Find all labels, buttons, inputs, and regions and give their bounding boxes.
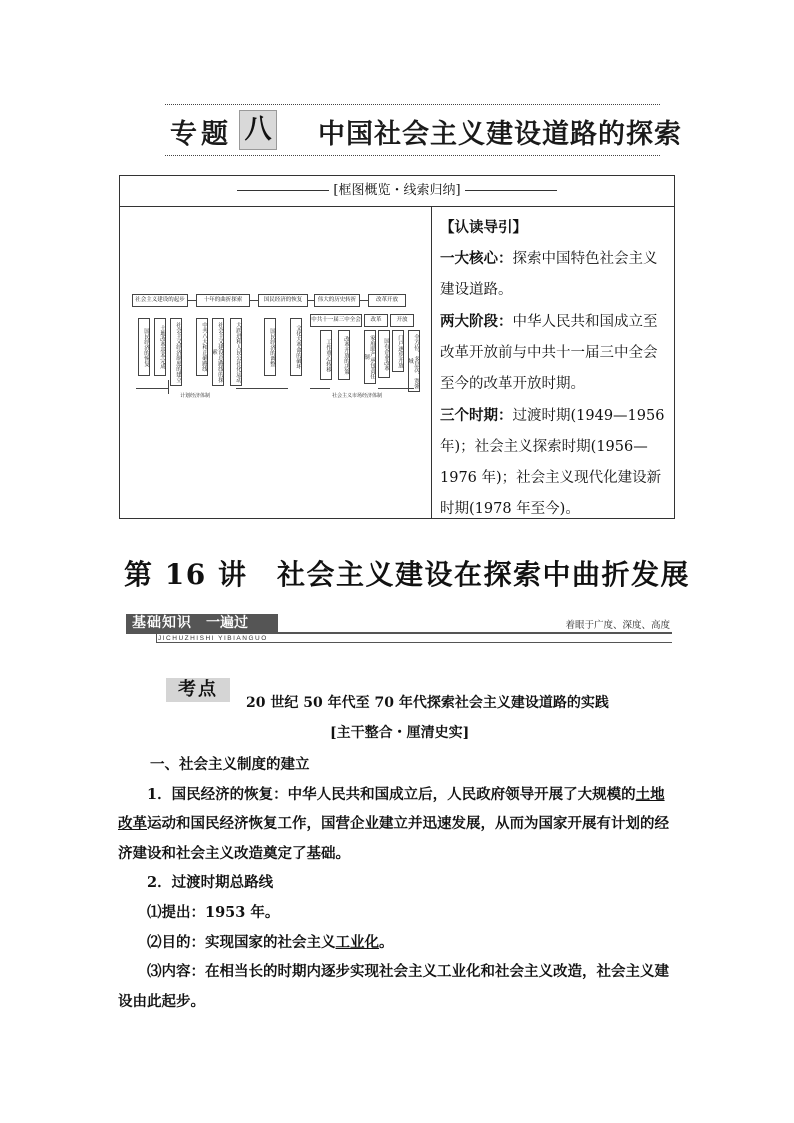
- topic-rule-bottom: [165, 155, 660, 156]
- flow-box-recovery: 国民经济的恢复: [258, 294, 308, 307]
- flow-item: 国有企业改革: [378, 330, 390, 378]
- flow-box-plenum: 中共十一届三中全会: [310, 314, 362, 327]
- banner-label: 基础知识: [132, 615, 192, 631]
- flow-item: 国民经济的恢复: [138, 318, 150, 376]
- flow-item: 改革开放的决策: [338, 330, 350, 380]
- guide-periods-text: 过渡时期(1949—1956 年)；社会主义探索时期(1956—1976 年)；社会主义现代化建设新时期(1978 年至今)。: [440, 408, 665, 517]
- flow-connector: [188, 300, 196, 301]
- guide-stages-label: 两大阶段：: [440, 313, 513, 330]
- topic-rule-top: [165, 104, 660, 105]
- flow-box-twists: 十年的曲折探索: [196, 294, 250, 307]
- paragraph-content: ⑶内容：在相当长的时期内逐步实现社会主义工业化和社会主义改造，社会主义建设由此起步。: [118, 963, 669, 1010]
- paragraph-purpose: [118, 928, 678, 958]
- topic-number: 八: [239, 110, 277, 150]
- guide-heading: 【认读导引】: [440, 219, 527, 236]
- guide-stages: [440, 306, 670, 400]
- flow-item: 全方位、多层次、宽领域: [408, 330, 420, 392]
- flow-item: 社会主义建设总路线的探索: [212, 318, 224, 386]
- banner-pinyin: JICHUZHISHI YIBIANGUO: [158, 635, 268, 642]
- body-text: [118, 750, 678, 1016]
- paragraph-general-line: 2．过渡时期总路线: [147, 874, 274, 892]
- framework-diagram: [132, 294, 422, 414]
- guide-core-text: 探索中国特色社会主义建设道路。: [440, 251, 658, 298]
- flow-box-reform-sub: 改革: [364, 314, 388, 327]
- planned-arrow-right: [236, 388, 288, 389]
- banner-motto: 着眼于广度、深度、高度: [565, 620, 670, 631]
- flow-tick: [168, 380, 169, 394]
- frame-header-text: [框图概览・线索归纳]: [333, 183, 461, 198]
- frame-divider: [431, 207, 432, 519]
- banner-hook: [156, 632, 157, 642]
- kaodian-subtitle: [主干整合・厘清史实]: [330, 725, 470, 741]
- flow-item: 工作重心转移: [320, 330, 332, 380]
- banner-rule-2: [156, 642, 672, 643]
- text-span: ⑵目的：实现国家的社会主义: [147, 933, 336, 951]
- underlined-term: 工业化: [335, 933, 379, 951]
- paragraph-proposed: ⑴提出：1953 年。: [147, 903, 280, 921]
- guide-periods: [440, 400, 670, 525]
- flow-item: 门户逐步开放: [392, 330, 404, 372]
- underlined-term: 土地改革: [118, 785, 665, 833]
- text-span: 运动和国民经济恢复工作，国营企业建立并迅速发展，从而为国家开展有计划的经济建设和社会主义改造奠定了基础。: [118, 815, 669, 862]
- planned-arrow-left: [136, 388, 168, 389]
- text-span: 。: [379, 933, 394, 951]
- overview-frame: [119, 175, 675, 519]
- paragraph-economy-recovery: [118, 780, 678, 869]
- frame-header: [120, 176, 674, 207]
- banner-label-2: 一遍过: [206, 615, 248, 631]
- guide-stages-text: 中华人民共和国成立至改革开放前与中共十一届三中全会至今的改革开放时期。: [440, 314, 658, 392]
- flow-box-start: 社会主义建设的起步: [132, 294, 188, 307]
- flow-item: 家庭联产承包责任制: [364, 330, 376, 384]
- section-heading: 一、社会主义制度的建立: [150, 756, 310, 773]
- market-arrow-left: [310, 388, 330, 389]
- flow-item: 大跃进和人民公社化运动: [230, 318, 242, 386]
- flow-box-reform: 改革开放: [368, 294, 406, 307]
- kaodian-title: 20 世纪 50 年代至 70 年代探索社会主义建设道路的实践: [246, 695, 609, 711]
- guide-core-label: 一大核心：: [440, 250, 513, 267]
- section-banner: [126, 614, 672, 644]
- header-dash-left: [237, 190, 329, 191]
- header-dash-right: [465, 190, 557, 191]
- guide-periods-label: 三个时期：: [440, 407, 513, 424]
- topic-title: 中国社会主义建设道路的探索: [318, 119, 682, 150]
- flow-item: 中共八大和正确路线: [196, 318, 208, 376]
- flow-box-open-sub: 开放: [390, 314, 414, 327]
- flow-item: 土地改革基本完成: [154, 318, 166, 376]
- planned-economy-label: 计划经济体制: [180, 393, 211, 399]
- banner-rule: [126, 632, 672, 634]
- guide-core: [440, 243, 670, 306]
- flow-connector: [360, 300, 368, 301]
- text-span: 1．国民经济的恢复：中华人民共和国成立后，人民政府领导开展了大规模的: [147, 785, 636, 803]
- flow-item: 文化大革命的破坏: [290, 318, 302, 376]
- flow-box-turn: 伟大的历史转折: [314, 294, 360, 307]
- flow-item: 国民经济的调整: [264, 318, 276, 376]
- lesson-title: 第 16 讲 社会主义建设在探索中曲折发展: [124, 558, 690, 591]
- market-arrow-right: [378, 388, 414, 389]
- flow-connector: [250, 300, 258, 301]
- reading-guide: [440, 212, 670, 525]
- kaodian-badge: 考点: [166, 678, 230, 702]
- flow-item: 社会主义经济制度的建立: [170, 318, 182, 386]
- topic-prefix: 专题: [170, 119, 232, 150]
- market-economy-label: 社会主义市场经济体制: [332, 393, 383, 399]
